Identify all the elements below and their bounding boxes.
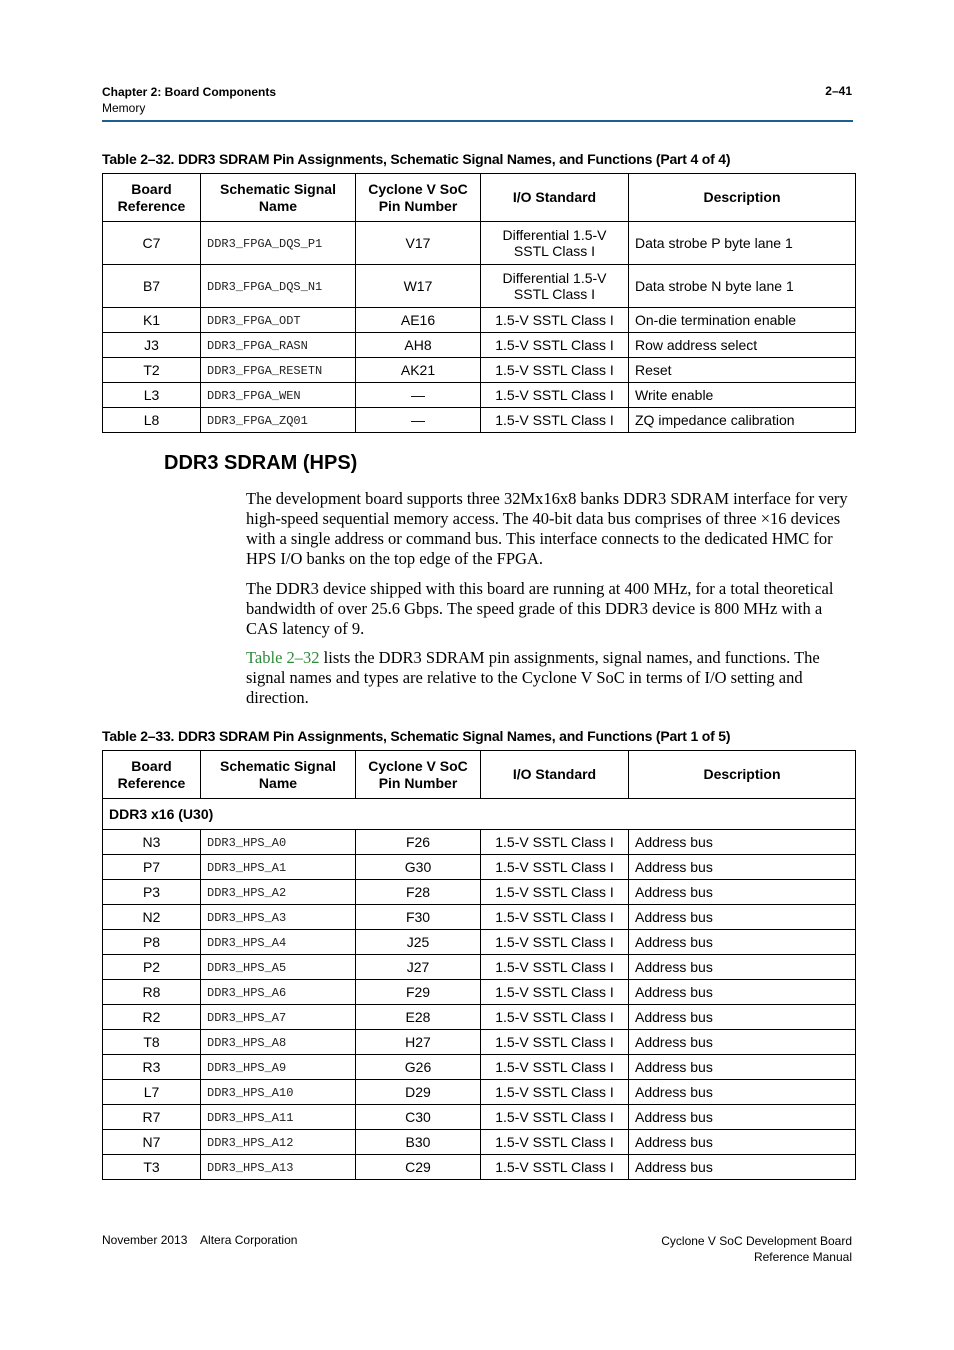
col-header: Board Reference (103, 174, 201, 222)
col-header: Schematic Signal Name (201, 174, 356, 222)
table-row (103, 1005, 856, 1030)
board-reference-cell: T2 (103, 358, 201, 383)
group-label: DDR3 x16 (U30) (103, 799, 856, 830)
table-row (103, 1130, 856, 1155)
table-row (103, 333, 856, 358)
io-standard-cell: Differential 1.5-V SSTL Class I (481, 222, 629, 265)
table2 (102, 750, 856, 1180)
table2-header-row (103, 751, 856, 799)
chapter-title: Chapter 2: Board Components (102, 85, 277, 99)
pin-number-cell: AH8 (356, 333, 481, 358)
signal-name-cell: DDR3_FPGA_ZQ01 (201, 408, 356, 433)
col-header: Cyclone V SoC Pin Number (356, 174, 481, 222)
board-reference-cell: R7 (103, 1105, 201, 1130)
board-reference-cell: T3 (103, 1155, 201, 1180)
pin-number-cell: F26 (356, 830, 481, 855)
board-reference-cell: K1 (103, 308, 201, 333)
io-standard-cell: 1.5-V SSTL Class I (481, 855, 629, 880)
description-cell: Reset (629, 358, 856, 383)
signal-name-cell: DDR3_HPS_A5 (201, 955, 356, 980)
board-reference-cell: P3 (103, 880, 201, 905)
board-reference-cell: N7 (103, 1130, 201, 1155)
signal-name-cell: DDR3_FPGA_ODT (201, 308, 356, 333)
table-row (103, 1155, 856, 1180)
signal-name-cell: DDR3_HPS_A4 (201, 930, 356, 955)
footer-date-company: November 2013 Altera Corporation (102, 1233, 298, 1247)
description-cell: Address bus (629, 1055, 856, 1080)
table-row (103, 980, 856, 1005)
signal-name-cell: DDR3_HPS_A6 (201, 980, 356, 1005)
signal-name-cell: DDR3_HPS_A12 (201, 1130, 356, 1155)
group-row (103, 799, 856, 830)
page-number: 2–41 (825, 84, 852, 98)
signal-name-cell: DDR3_HPS_A13 (201, 1155, 356, 1180)
pin-number-cell: W17 (356, 265, 481, 308)
col-header: Schematic Signal Name (201, 751, 356, 799)
board-reference-cell: N2 (103, 905, 201, 930)
board-reference-cell: N3 (103, 830, 201, 855)
description-cell: Address bus (629, 955, 856, 980)
description-cell: Address bus (629, 1005, 856, 1030)
board-reference-cell: P8 (103, 930, 201, 955)
signal-name-cell: DDR3_HPS_A0 (201, 830, 356, 855)
signal-name-cell: DDR3_FPGA_DQS_P1 (201, 222, 356, 265)
description-cell: Row address select (629, 333, 856, 358)
board-reference-cell: L7 (103, 1080, 201, 1105)
board-reference-cell: R2 (103, 1005, 201, 1030)
io-standard-cell: 1.5-V SSTL Class I (481, 358, 629, 383)
io-standard-cell: 1.5-V SSTL Class I (481, 1055, 629, 1080)
table-row (103, 880, 856, 905)
io-standard-cell: 1.5-V SSTL Class I (481, 830, 629, 855)
table-link[interactable]: Table 2–32 (246, 648, 320, 667)
io-standard-cell: 1.5-V SSTL Class I (481, 880, 629, 905)
description-cell: Address bus (629, 830, 856, 855)
signal-name-cell: DDR3_HPS_A11 (201, 1105, 356, 1130)
signal-name-cell: DDR3_FPGA_WEN (201, 383, 356, 408)
table-row (103, 265, 856, 308)
signal-name-cell: DDR3_HPS_A2 (201, 880, 356, 905)
pin-number-cell: D29 (356, 1080, 481, 1105)
signal-name-cell: DDR3_HPS_A7 (201, 1005, 356, 1030)
col-header: Description (629, 174, 856, 222)
io-standard-cell: 1.5-V SSTL Class I (481, 1155, 629, 1180)
description-cell: Data strobe N byte lane 1 (629, 265, 856, 308)
board-reference-cell: P2 (103, 955, 201, 980)
footer-right (661, 1233, 852, 1265)
table-row (103, 855, 856, 880)
pin-number-cell: H27 (356, 1030, 481, 1055)
table-row (103, 955, 856, 980)
pin-number-cell: F30 (356, 905, 481, 930)
pin-number-cell: G26 (356, 1055, 481, 1080)
pin-number-cell: — (356, 408, 481, 433)
io-standard-cell: 1.5-V SSTL Class I (481, 1130, 629, 1155)
paragraph-text: lists the DDR3 SDRAM pin assignments, signal names, and functions. The signal names and types are relative to the Cyclone V SoC in terms of I/O setting and direction. (246, 648, 820, 707)
table-row (103, 308, 856, 333)
io-standard-cell: Differential 1.5-V SSTL Class I (481, 265, 629, 308)
description-cell: Address bus (629, 1030, 856, 1055)
signal-name-cell: DDR3_HPS_A9 (201, 1055, 356, 1080)
description-cell: Address bus (629, 1105, 856, 1130)
io-standard-cell: 1.5-V SSTL Class I (481, 383, 629, 408)
description-cell: Address bus (629, 930, 856, 955)
footer-doc-title: Cyclone V SoC Development Board (661, 1234, 852, 1248)
paragraph (246, 648, 852, 708)
table-row (103, 222, 856, 265)
pin-number-cell: B30 (356, 1130, 481, 1155)
board-reference-cell: C7 (103, 222, 201, 265)
table1-header-row (103, 174, 856, 222)
pin-number-cell: E28 (356, 1005, 481, 1030)
io-standard-cell: 1.5-V SSTL Class I (481, 1005, 629, 1030)
pin-number-cell: F29 (356, 980, 481, 1005)
header-rule (102, 120, 853, 122)
signal-name-cell: DDR3_FPGA_RASN (201, 333, 356, 358)
col-header: Cyclone V SoC Pin Number (356, 751, 481, 799)
description-cell: Data strobe P byte lane 1 (629, 222, 856, 265)
io-standard-cell: 1.5-V SSTL Class I (481, 308, 629, 333)
signal-name-cell: DDR3_FPGA_DQS_N1 (201, 265, 356, 308)
col-header: I/O Standard (481, 751, 629, 799)
paragraph: The DDR3 device shipped with this board are running at 400 MHz, for a total theoretical bandwidth of over 25.6 Gbps. The speed grade of this DDR3 device is 800 MHz with a CAS latency of 9. (246, 579, 834, 638)
pin-number-cell: C29 (356, 1155, 481, 1180)
signal-name-cell: DDR3_HPS_A1 (201, 855, 356, 880)
col-header: Description (629, 751, 856, 799)
table-row (103, 930, 856, 955)
col-header: I/O Standard (481, 174, 629, 222)
section-name: Memory (102, 101, 146, 115)
description-cell: Address bus (629, 905, 856, 930)
table-row (103, 1055, 856, 1080)
io-standard-cell: 1.5-V SSTL Class I (481, 930, 629, 955)
table-row (103, 383, 856, 408)
board-reference-cell: B7 (103, 265, 201, 308)
io-standard-cell: 1.5-V SSTL Class I (481, 955, 629, 980)
table-row (103, 1105, 856, 1130)
footer-doc-subtitle: Reference Manual (753, 1250, 852, 1264)
board-reference-cell: R8 (103, 980, 201, 1005)
signal-name-cell: DDR3_HPS_A10 (201, 1080, 356, 1105)
pin-number-cell: AK21 (356, 358, 481, 383)
board-reference-cell: L8 (103, 408, 201, 433)
signal-name-cell: DDR3_HPS_A3 (201, 905, 356, 930)
board-reference-cell: T8 (103, 1030, 201, 1055)
board-reference-cell: R3 (103, 1055, 201, 1080)
table2-caption: Table 2–33. DDR3 SDRAM Pin Assignments, Schematic Signal Names, and Functions (Part 1 of 5) (102, 728, 731, 744)
description-cell: On-die termination enable (629, 308, 856, 333)
pin-number-cell: F28 (356, 880, 481, 905)
col-header: Board Reference (103, 751, 201, 799)
io-standard-cell: 1.5-V SSTL Class I (481, 1030, 629, 1055)
pin-number-cell: G30 (356, 855, 481, 880)
board-reference-cell: J3 (103, 333, 201, 358)
io-standard-cell: 1.5-V SSTL Class I (481, 1080, 629, 1105)
signal-name-cell: DDR3_FPGA_RESETN (201, 358, 356, 383)
description-cell: Address bus (629, 1155, 856, 1180)
pin-number-cell: C30 (356, 1105, 481, 1130)
pin-number-cell: J25 (356, 930, 481, 955)
description-cell: ZQ impedance calibration (629, 408, 856, 433)
pin-number-cell: AE16 (356, 308, 481, 333)
description-cell: Write enable (629, 383, 856, 408)
table-row (103, 1080, 856, 1105)
table-row (103, 905, 856, 930)
table-row (103, 358, 856, 383)
pin-number-cell: J27 (356, 955, 481, 980)
signal-name-cell: DDR3_HPS_A8 (201, 1030, 356, 1055)
pin-number-cell: V17 (356, 222, 481, 265)
table-row (103, 830, 856, 855)
io-standard-cell: 1.5-V SSTL Class I (481, 905, 629, 930)
pin-number-cell: — (356, 383, 481, 408)
io-standard-cell: 1.5-V SSTL Class I (481, 980, 629, 1005)
description-cell: Address bus (629, 1130, 856, 1155)
io-standard-cell: 1.5-V SSTL Class I (481, 408, 629, 433)
table1 (102, 173, 856, 433)
paragraph: The development board supports three 32Mx16x8 banks DDR3 SDRAM interface for very high-speed sequential memory access. The 40-bit data bus comprises of three ×16 devices with a single address or command bus. This interface connects to the dedicated HMC for HPS I/O banks on the top edge of the FPGA. (246, 489, 848, 568)
table-row (103, 1030, 856, 1055)
table-row (103, 408, 856, 433)
description-cell: Address bus (629, 980, 856, 1005)
io-standard-cell: 1.5-V SSTL Class I (481, 1105, 629, 1130)
io-standard-cell: 1.5-V SSTL Class I (481, 333, 629, 358)
table1-caption: Table 2–32. DDR3 SDRAM Pin Assignments, Schematic Signal Names, and Functions (Part 4 of 4) (102, 151, 731, 167)
page-header-left (102, 84, 276, 116)
description-cell: Address bus (629, 855, 856, 880)
section-heading: DDR3 SDRAM (HPS) (164, 452, 358, 474)
description-cell: Address bus (629, 1080, 856, 1105)
board-reference-cell: L3 (103, 383, 201, 408)
board-reference-cell: P7 (103, 855, 201, 880)
description-cell: Address bus (629, 880, 856, 905)
